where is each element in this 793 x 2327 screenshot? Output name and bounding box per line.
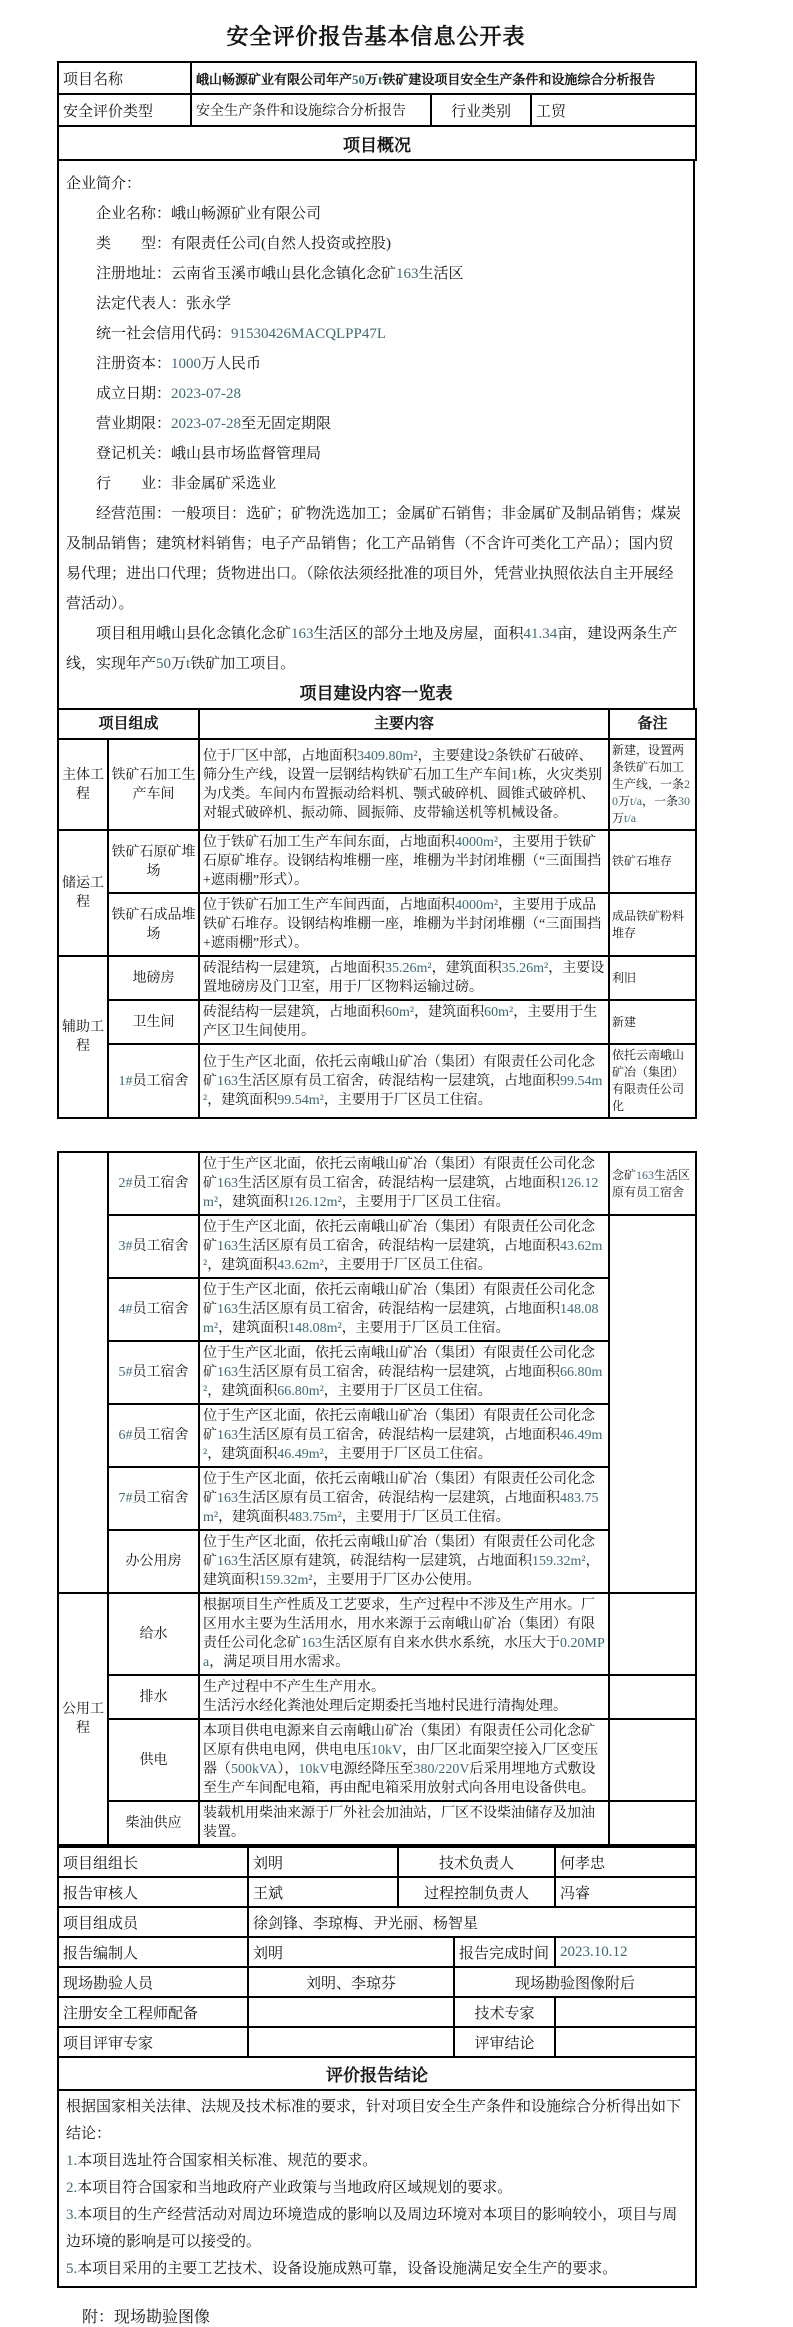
table-row bbox=[58, 2057, 696, 2090]
page-title: 安全评价报告基本信息公开表 bbox=[226, 24, 526, 49]
item-content: 砖混结构一层建筑，占地面积60m²，建筑面积60m²，主要用于生产区卫生间使用。 bbox=[199, 1000, 609, 1044]
item-remark: 念矿163生活区原有员工宿舍 bbox=[609, 1152, 696, 1215]
survey-label: 现场勘验人员 bbox=[58, 1967, 248, 1997]
table-row bbox=[58, 126, 696, 160]
item-remark bbox=[609, 1593, 696, 1675]
item-remark bbox=[609, 1675, 696, 1719]
item-name: 给水 bbox=[108, 1593, 199, 1675]
category-empty bbox=[58, 1152, 108, 1593]
table-row bbox=[58, 1907, 696, 1937]
item-content: 位于生产区北面，依托云南峨山矿冶（集团）有限责任公司化念矿163生活区原有员工宿舍，砖混结构一层建筑，占地面积126.12m²，建筑面积126.12m²，主要用于厂区员工住宿。 bbox=[199, 1152, 609, 1215]
overview-section-header: 项目概况 bbox=[58, 126, 696, 160]
author-label: 报告编制人 bbox=[58, 1937, 248, 1967]
survey-value: 刘明、李琼芬 bbox=[248, 1967, 454, 1997]
table-row bbox=[58, 1877, 696, 1907]
item-name: 铁矿石成品堆场 bbox=[108, 893, 199, 956]
item-content: 位于生产区北面，依托云南峨山矿冶（集团）有限责任公司化念矿163生活区原有员工宿舍，砖混结构一层建筑，占地面积99.54m²，建筑面积99.54m²，主要用于厂区员工住宿。 bbox=[199, 1044, 609, 1118]
item-content: 生产过程中不产生生产用水。 生活污水经化粪池处理后定期委托当地村民进行清掏处理。 bbox=[199, 1675, 609, 1719]
item-remark bbox=[609, 1719, 696, 1801]
project-overview-section bbox=[57, 161, 695, 708]
construction-row bbox=[58, 1404, 696, 1467]
item-name: 柴油供应 bbox=[108, 1801, 199, 1845]
review-result-label: 评审结论 bbox=[454, 2027, 555, 2057]
construction-row bbox=[58, 1719, 696, 1801]
reviewer-value: 王斌 bbox=[248, 1877, 398, 1907]
item-content: 位于铁矿石加工生产车间西面，占地面积4000m²，主要用于成品铁矿石堆存。设钢结构堆棚一座，堆棚为半封闭堆棚（“三面围挡+遮雨棚”形式）。 bbox=[199, 893, 609, 956]
item-name: 排水 bbox=[108, 1675, 199, 1719]
expert-label: 技术专家 bbox=[454, 1997, 555, 2027]
item-name: 铁矿石原矿堆场 bbox=[108, 830, 199, 893]
construction-row bbox=[58, 1000, 696, 1044]
col-content: 主要内容 bbox=[199, 709, 609, 739]
attachment-note: 附：现场勘验图像 bbox=[82, 2309, 211, 2326]
item-name: 3#员工宿舍 bbox=[108, 1215, 199, 1278]
item-name: 7#员工宿舍 bbox=[108, 1467, 199, 1530]
finish-value: 2023.10.12 bbox=[555, 1937, 696, 1967]
item-content: 本项目供电电源来自云南峨山矿冶（集团）有限责任公司化念矿区原有供电电网，供电电压10kV，由厂区北面架空接入厂区变压器（500kVA），10kV电源经降压至380/220V后采用埋地方式敷设至生产车间配电箱，再由配电箱采用放射式向各用电设备供电。 bbox=[199, 1719, 609, 1801]
table-row bbox=[58, 62, 696, 94]
conclusion-text: 根据国家相关法律、法规及技术标准的要求，针对项目安全生产条件和设施综合分析得出如下结论： 1.本项目选址符合国家相关标准、规范的要求。 2.本项目符合国家和当地政府产业政策与当地政府区域规划的要求。 3.本项目的生产经营活动对周边环境造成的影响以及周边环境对本项目的影响较小，项目与周边环境的影响是可以接受的。 5.本项目采用的主要工艺技术、设备设施成熟可靠，设备设施满足安全生产的要求。 bbox=[58, 2090, 696, 2287]
table-row bbox=[58, 1937, 696, 1967]
item-content: 砖混结构一层建筑，占地面积35.26m²，建筑面积35.26m²，主要设置地磅房及门卫室，用于厂区物料运输过磅。 bbox=[199, 956, 609, 1000]
item-name: 1#员工宿舍 bbox=[108, 1044, 199, 1118]
members-value: 徐剑锋、李琼梅、尹光丽、杨智星 bbox=[248, 1907, 696, 1937]
item-remark bbox=[609, 1801, 696, 1845]
item-name: 4#员工宿舍 bbox=[108, 1278, 199, 1341]
item-content: 位于铁矿石加工生产车间东面，占地面积4000m²，主要用于铁矿石原矿堆存。设钢结构堆棚一座，堆棚为半封闭堆棚（“三面围挡+遮雨棚”形式）。 bbox=[199, 830, 609, 893]
item-name: 5#员工宿舍 bbox=[108, 1341, 199, 1404]
personnel-table bbox=[57, 1846, 697, 2288]
item-name: 地磅房 bbox=[108, 956, 199, 1000]
construction-row bbox=[58, 1278, 696, 1341]
construction-row bbox=[58, 1675, 696, 1719]
eval-type-value: 安全生产条件和设施综合分析报告 bbox=[191, 94, 431, 126]
item-name: 6#员工宿舍 bbox=[108, 1404, 199, 1467]
review-expert-value bbox=[248, 2027, 454, 2057]
table-row bbox=[58, 2090, 696, 2287]
construction-row bbox=[58, 1152, 696, 1215]
table-row bbox=[58, 1967, 696, 1997]
item-content: 位于生产区北面，依托云南峨山矿冶（集团）有限责任公司化念矿163生活区原有员工宿舍，砖混结构一层建筑，占地面积43.62m²，建筑面积43.62m²，主要用于厂区员工住宿。 bbox=[199, 1215, 609, 1278]
table-row bbox=[58, 1847, 696, 1877]
construction-row bbox=[58, 1530, 696, 1593]
construction-row bbox=[58, 1215, 696, 1278]
industry-value: 工贸 bbox=[531, 94, 696, 126]
item-remark bbox=[609, 1215, 696, 1593]
basic-info-table bbox=[57, 61, 697, 161]
category-storage: 储运工程 bbox=[58, 830, 108, 956]
construction-row bbox=[58, 956, 696, 1000]
item-name: 办公用房 bbox=[108, 1530, 199, 1593]
table-row bbox=[58, 2027, 696, 2057]
expert-value bbox=[555, 1997, 696, 2027]
construction-table-title: 项目建设内容一览表 bbox=[299, 684, 453, 703]
leader-value: 刘明 bbox=[248, 1847, 398, 1877]
construction-table-continued bbox=[57, 1151, 697, 1846]
item-name: 铁矿石加工生产车间 bbox=[108, 739, 199, 830]
construction-row bbox=[58, 1341, 696, 1404]
eval-type-label: 安全评价类型 bbox=[58, 94, 191, 126]
tech-label: 技术负责人 bbox=[398, 1847, 555, 1877]
item-content: 位于生产区北面，依托云南峨山矿冶（集团）有限责任公司化念矿163生活区原有员工宿舍，砖混结构一层建筑，占地面积46.49m²，建筑面积46.49m²，主要用于厂区员工住宿。 bbox=[199, 1404, 609, 1467]
construction-table bbox=[57, 708, 697, 1119]
item-content: 位于生产区北面，依托云南峨山矿冶（集团）有限责任公司化念矿163生活区原有建筑，砖混结构一层建筑，占地面积159.32m²，建筑面积159.32m²，主要用于厂区办公使用。 bbox=[199, 1530, 609, 1593]
item-remark: 铁矿石堆存 bbox=[609, 830, 696, 893]
col-remark: 备注 bbox=[609, 709, 696, 739]
item-content: 装载机用柴油来源于厂外社会加油站，厂区不设柴油储存及加油装置。 bbox=[199, 1801, 609, 1845]
engineer-value bbox=[248, 1997, 454, 2027]
category-aux: 辅助工程 bbox=[58, 956, 108, 1118]
construction-row bbox=[58, 893, 696, 956]
category-main: 主体工程 bbox=[58, 739, 108, 830]
category-public: 公用工程 bbox=[58, 1593, 108, 1845]
leader-label: 项目组组长 bbox=[58, 1847, 248, 1877]
survey-note: 现场勘验图像附后 bbox=[454, 1967, 696, 1997]
item-name: 卫生间 bbox=[108, 1000, 199, 1044]
project-name-label: 项目名称 bbox=[58, 62, 191, 94]
construction-row bbox=[58, 1593, 696, 1675]
construction-row bbox=[58, 739, 696, 830]
project-name-value: 峨山畅源矿业有限公司年产50万t铁矿建设项目安全生产条件和设施综合分析报告 bbox=[191, 62, 696, 94]
item-content: 位于生产区北面，依托云南峨山矿冶（集团）有限责任公司化念矿163生活区原有员工宿舍，砖混结构一层建筑，占地面积66.80m²，建筑面积66.80m²，主要用于厂区员工住宿。 bbox=[199, 1341, 609, 1404]
item-name: 供电 bbox=[108, 1719, 199, 1801]
construction-row bbox=[58, 1044, 696, 1118]
finish-label: 报告完成时间 bbox=[454, 1937, 555, 1967]
table-header-row bbox=[58, 709, 696, 739]
item-content: 位于厂区中部，占地面积3409.80m²，主要建设2条铁矿石破碎、筛分生产线，设置一层钢结构铁矿石加工生产车间1栋，火灾类别为戊类。车间内布置振动给料机、颚式破碎机、圆锥式破碎机、对辊式破碎机、振动筛、圆振筛、皮带输送机等机械设备。 bbox=[199, 739, 609, 830]
item-content: 位于生产区北面，依托云南峨山矿冶（集团）有限责任公司化念矿163生活区原有员工宿舍，砖混结构一层建筑，占地面积483.75m²，建筑面积483.75m²，主要用于厂区员工住宿。 bbox=[199, 1467, 609, 1530]
item-remark: 利旧 bbox=[609, 956, 696, 1000]
item-content: 位于生产区北面，依托云南峨山矿冶（集团）有限责任公司化念矿163生活区原有员工宿舍，砖混结构一层建筑，占地面积148.08m²，建筑面积148.08m²，主要用于厂区员工住宿。 bbox=[199, 1278, 609, 1341]
process-label: 过程控制负责人 bbox=[398, 1877, 555, 1907]
reviewer-label: 报告审核人 bbox=[58, 1877, 248, 1907]
conclusion-header: 评价报告结论 bbox=[58, 2057, 696, 2090]
construction-row bbox=[58, 1801, 696, 1845]
construction-row bbox=[58, 830, 696, 893]
tech-value: 何孝忠 bbox=[555, 1847, 696, 1877]
item-remark: 依托云南峨山矿冶（集团）有限责任公司化 bbox=[609, 1044, 696, 1118]
enterprise-intro-text: 企业简介： 企业名称：峨山畅源矿业有限公司 类 型：有限责任公司(自然人投资或控股) 注册地址：云南省玉溪市峨山县化念镇化念矿163生活区 法定代表人：张永学 统一社会信用代码：91530426MACQLPP47L 注册资本：1000万人民币 成立日期：2023-07-28 营业期限：2023-07-28至无固定期限 登记机关：峨山县市场监督管理局 行 业：非金属矿采选业 经营范围：一般项目：选矿；矿物洗选加工；金属矿石销售；非金属矿及制品销售；煤炭及制品销售；建筑材料销售；电子产品销售；化工产品销售（不含许可类化工产品）；国内贸易代理；进出口代理；货物进出口。（除依法须经批准的项目外，凭营业执照依法自主开展经营活动）。 项目租用峨山县化念镇化念矿163生活区的部分土地及房屋，面积41.34亩，建设两条生产线，实现年产50万t铁矿加工项目。 bbox=[66, 176, 682, 672]
review-expert-label: 项目评审专家 bbox=[58, 2027, 248, 2057]
item-name: 2#员工宿舍 bbox=[108, 1152, 199, 1215]
table-row bbox=[58, 94, 696, 126]
industry-label: 行业类别 bbox=[431, 94, 531, 126]
process-value: 冯睿 bbox=[555, 1877, 696, 1907]
item-remark: 新建 bbox=[609, 1000, 696, 1044]
item-remark: 新建，设置两条铁矿石加工生产线，一条20万t/a，一条30万t/a bbox=[609, 739, 696, 830]
table-row bbox=[58, 1997, 696, 2027]
construction-row bbox=[58, 1467, 696, 1530]
col-composition: 项目组成 bbox=[58, 709, 199, 739]
members-label: 项目组成员 bbox=[58, 1907, 248, 1937]
review-result-value bbox=[555, 2027, 696, 2057]
author-value: 刘明 bbox=[248, 1937, 454, 1967]
engineer-label: 注册安全工程师配备 bbox=[58, 1997, 248, 2027]
item-content: 根据项目生产性质及工艺要求，生产过程中不涉及生产用水。厂区用水主要为生活用水，用水来源于云南峨山矿冶（集团）有限责任公司化念矿163生活区原有自来水供水系统，水压大于0.20MPa，满足项目用水需求。 bbox=[199, 1593, 609, 1675]
item-remark: 成品铁矿粉料堆存 bbox=[609, 893, 696, 956]
